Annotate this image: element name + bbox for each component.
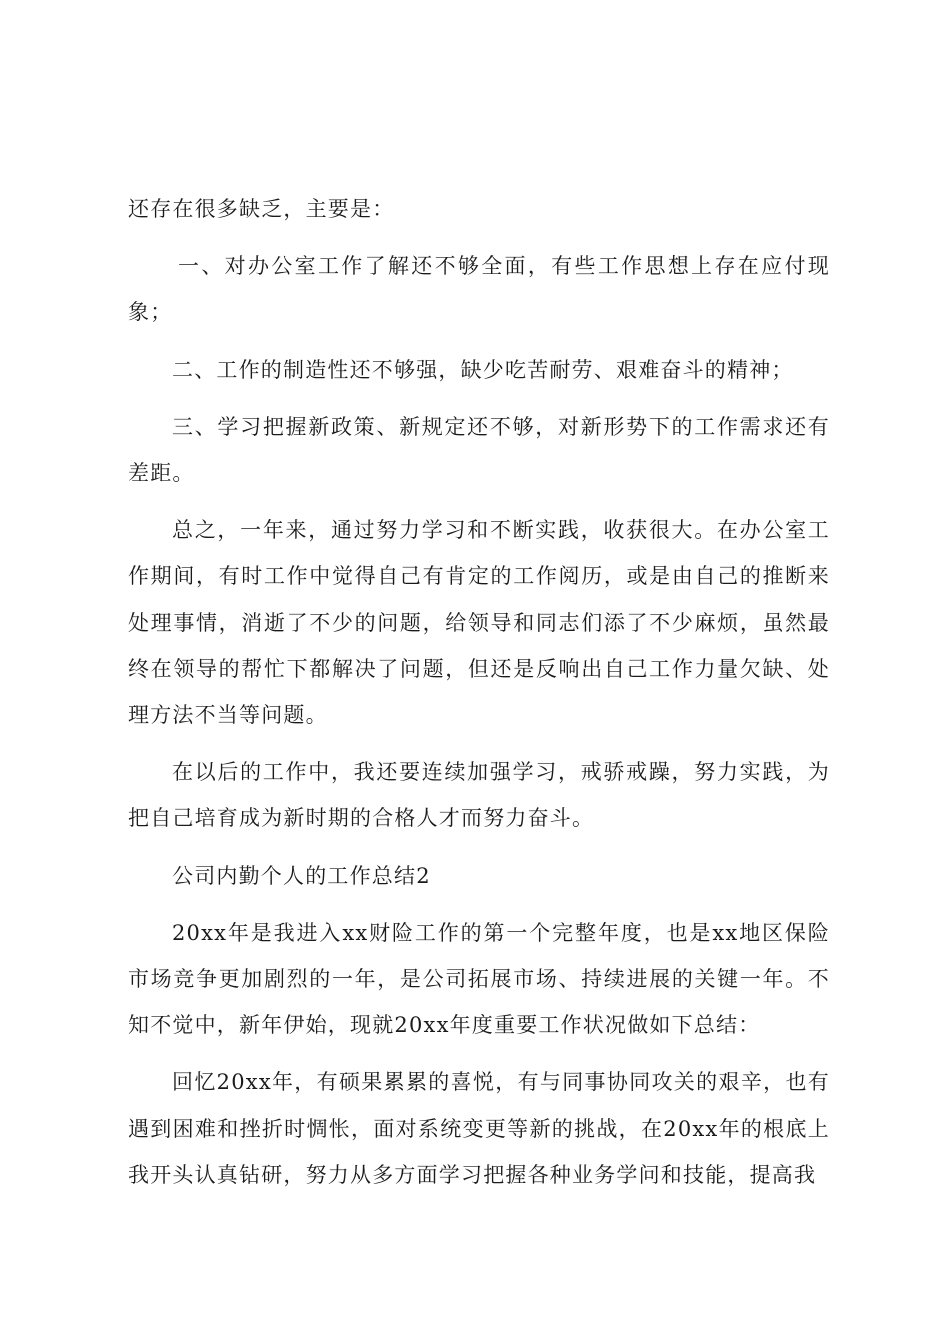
paragraph-future-work: 在以后的工作中，我还要连续加强学习，戒骄戒躁，努力实践，为把自己培育成为新时期的合格人才而努力奋斗。 [128,760,830,831]
paragraph-point-one: 一、对办公室工作了解还不够全面，有些工作思想上存在应付现象； [128,254,830,325]
document-body [128,186,830,1209]
paragraph-point-two: 二、工作的制造性还不够强，缺少吃苦耐劳、艰难奋斗的精神； [172,357,794,382]
paragraph-point-three: 三、学习把握新政策、新规定还不够，对新形势下的工作需求还有差距。 [128,414,830,486]
paragraph-summary: 总之，一年来，通过努力学习和不断实践，收获很大。在办公室工作期间，有时工作中觉得自己有肯定的工作阅历，或是由自己的推断来处理事情，消逝了不少的问题，给领导和同志们添了不少麻烦，虽然最终在领导的帮忙下都解决了问题，但还是反响出自己工作力量欠缺、处理方法不当等问题。 [128,518,830,728]
section-heading: 公司内勤个人的工作总结2 [172,863,431,888]
paragraph-year-overview: 20xx年是我进入xx财险工作的第一个完整年度，也是xx地区保险市场竞争更加剧烈的一年，是公司拓展市场、持续进展的关键一年。不知不觉中，新年伊始，现就20xx年度重要工作状况做如下总结： [128,920,830,1038]
paragraph-recollection: 回忆20xx年，有硕果累累的喜悦，有与同事协同攻关的艰辛，也有遇到困难和挫折时惆怅，面对系统变更等新的挑战，在20xx年的根底上我开头认真钻研，努力从多方面学习把握各种业务学问和技能，提高我 [128,1070,830,1187]
paragraph-intro: 还存在很多缺乏，主要是： [128,197,395,221]
